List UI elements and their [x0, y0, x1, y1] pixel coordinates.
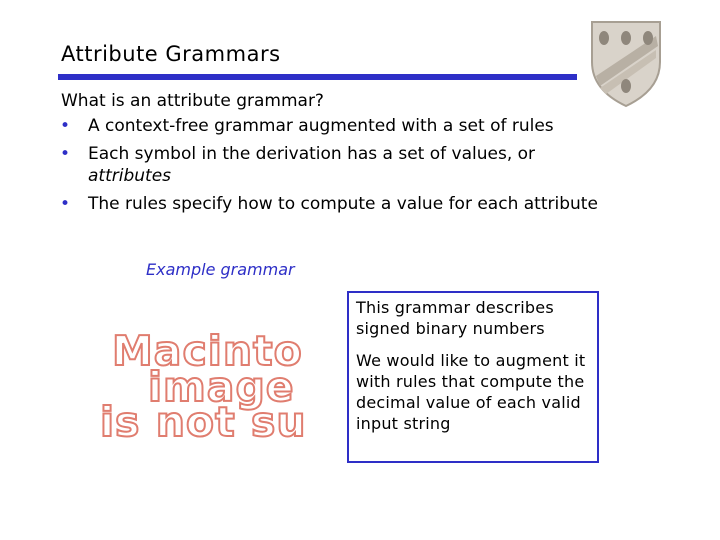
bullet-list — [61, 115, 701, 215]
lead-question: What is an attribute grammar? — [61, 91, 324, 111]
bullet-dot-icon: • — [60, 116, 71, 136]
bullet-item — [61, 143, 701, 187]
title-underline — [58, 74, 577, 80]
bullet-dot-icon: • — [60, 194, 71, 214]
placeholder-line: Macinto — [112, 327, 303, 375]
bullet-continuation: attributes — [88, 166, 172, 186]
bullet-text: The rules specify how to compute a value for each attribute — [88, 194, 598, 214]
note-paragraph: This grammar describes signed binary numbers — [356, 298, 554, 338]
bullet-item — [61, 193, 701, 215]
note-box — [347, 291, 599, 463]
bullet-dot-icon: • — [60, 144, 71, 164]
placeholder-line: is not su — [100, 398, 307, 440]
missing-picture-placeholder — [96, 325, 344, 440]
slide-title: Attribute Grammars — [61, 42, 281, 66]
example-grammar-label: Example grammar — [146, 260, 295, 279]
bullet-item — [61, 115, 701, 137]
bullet-text: Each symbol in the derivation has a set of values, or — [88, 144, 536, 164]
note-paragraph: We would like to augment it with rules that compute the decimal value of each valid input string — [356, 351, 586, 433]
placeholder-line: image — [148, 363, 295, 411]
slide-body — [61, 90, 701, 221]
bullet-text: A context-free grammar augmented with a set of rules — [88, 116, 554, 136]
